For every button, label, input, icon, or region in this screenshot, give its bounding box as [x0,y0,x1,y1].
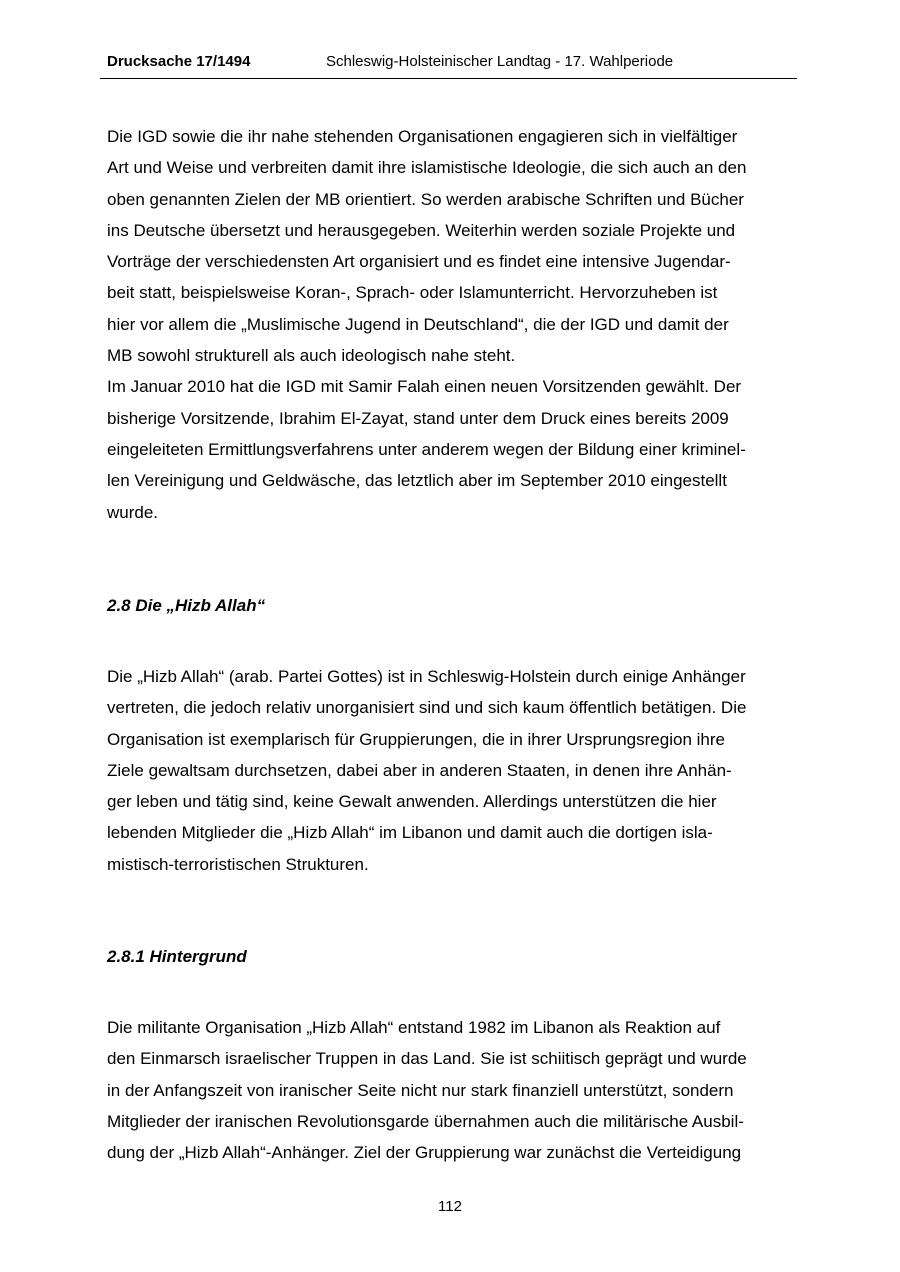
text-line: Mitglieder der iranischen Revolutionsgarde übernahmen auch die militärische Ausbil- [107,1111,744,1131]
text-line: ger leben und tätig sind, keine Gewalt anwenden. Allerdings unterstützen die hier [107,792,717,812]
intro-paragraphs [107,121,797,528]
section-2-8-1-body [107,1012,797,1168]
text-line: Die IGD sowie die ihr nahe stehenden Organisationen engagieren sich in vielfältiger [107,127,738,146]
text-line: beit statt, beispielsweise Koran-, Sprach- oder Islamunterricht. Hervorzuheben ist [107,283,718,303]
text-line: len Vereinigung und Geldwäsche, das letztlich aber im September 2010 eingestellt [107,471,727,491]
page-number: 112 [438,1198,462,1215]
header-title: Schleswig-Holsteinischer Landtag - 17. Wahlperiode [326,53,674,70]
text-line: Ziele gewaltsam durchsetzen, dabei aber in anderen Staaten, in denen ihre Anhän- [107,760,732,780]
text-line: eingeleiteten Ermittlungsverfahrens unter anderem wegen der Bildung einer kriminel- [107,439,746,459]
text-line: wurde. [107,502,159,522]
text-line: Vorträge der verschiedensten Art organisiert und es findet eine intensive Jugendar- [107,252,731,272]
text-line: Organisation ist exemplarisch für Gruppierungen, die in ihrer Ursprungsregion ihre [107,729,725,749]
text-line: bisherige Vorsitzende, Ibrahim El-Zayat, stand unter dem Druck eines bereits 2009 [107,408,729,428]
page-header [100,52,797,79]
text-line: Die militante Organisation „Hizb Allah“ entstand 1982 im Libanon als Reaktion auf [107,1018,721,1037]
text-line: Art und Weise und verbreiten damit ihre islamistische Ideologie, die sich auch an den [107,158,747,178]
text-line: mistisch-terroristischen Strukturen. [107,854,369,874]
section-2-8-body [107,661,797,880]
text-line: Im Januar 2010 hat die IGD mit Samir Falah einen neuen Vorsitzenden gewählt. Der [107,377,742,397]
text-line: MB sowohl strukturell als auch ideologisch nahe steht. [107,346,516,366]
text-line: den Einmarsch israelischer Truppen in das Land. Sie ist schiitisch geprägt und wurde [107,1049,747,1069]
text-line: Die „Hizb Allah“ (arab. Partei Gottes) ist in Schleswig-Holstein durch einige Anhänger [107,667,746,686]
text-line: in der Anfangszeit von iranischer Seite nicht nur stark finanziell unterstützt, sondern [107,1080,734,1100]
text-line: dung der „Hizb Allah“-Anhänger. Ziel der Gruppierung war zunächst die Verteidigung [107,1143,742,1163]
document-number: Drucksache 17/1494 [107,53,251,70]
text-line: vertreten, die jedoch relativ unorganisiert sind und sich kaum öffentlich betätigen. Die [107,698,747,718]
text-line: hier vor allem die „Muslimische Jugend in Deutschland“, die der IGD und damit der [107,314,729,334]
text-line: ins Deutsche übersetzt und herausgegeben. Weiterhin werden soziale Projekte und [107,220,736,240]
section-heading-2-8: 2.8 Die „Hizb Allah“ [107,596,266,615]
section-heading-2-8-1: 2.8.1 Hintergrund [107,947,247,966]
text-line: oben genannten Zielen der MB orientiert. So werden arabische Schriften und Bücher [107,189,744,209]
text-line: lebenden Mitglieder die „Hizb Allah“ im Libanon und damit auch die dortigen isla- [107,823,713,843]
